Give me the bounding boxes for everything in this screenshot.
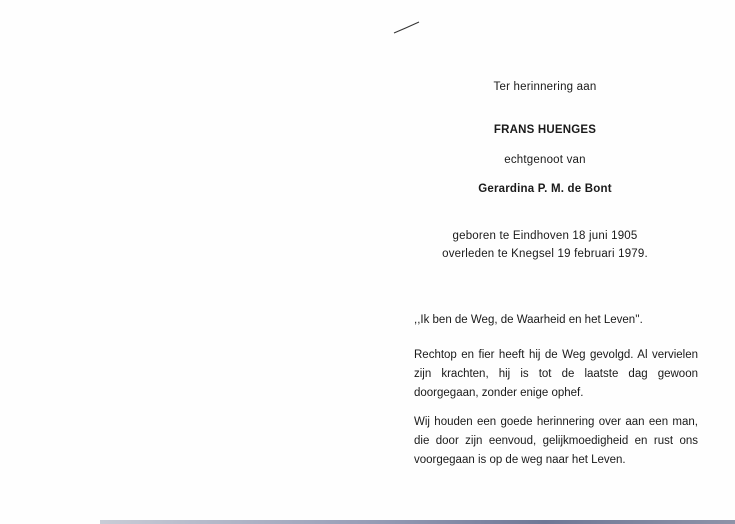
card-bottom-edge <box>100 520 735 524</box>
birth-line: geboren te Eindhoven 18 juni 1905 <box>452 230 638 242</box>
pen-stroke-mark <box>392 20 422 36</box>
spouse-name: Gerardina P. M. de Bont <box>478 183 612 195</box>
deceased-name: FRANS HUENGES <box>493 124 597 136</box>
paragraph-1: Rechtop en fier heeft hij de Weg gevolgd. Al vervielen zijn krachten, hij is tot de laatste dag gewoon doorgegaan, zonder enige ophef. <box>414 349 698 399</box>
intro-text: Ter herinnering aan <box>493 81 597 93</box>
relation-text: echtgenoot van <box>504 154 586 166</box>
death-line: overleden te Knegsel 19 februari 1979. <box>442 248 648 260</box>
bible-quote: ,,Ik ben de Weg, de Waarheid en het Leven''. <box>414 314 643 326</box>
paragraph-2: Wij houden een goede herinnering over aan een man, die door zijn eenvoud, gelijkmoedigheid en rust ons voorgegaan is op de weg naar het Leven. <box>414 416 698 466</box>
